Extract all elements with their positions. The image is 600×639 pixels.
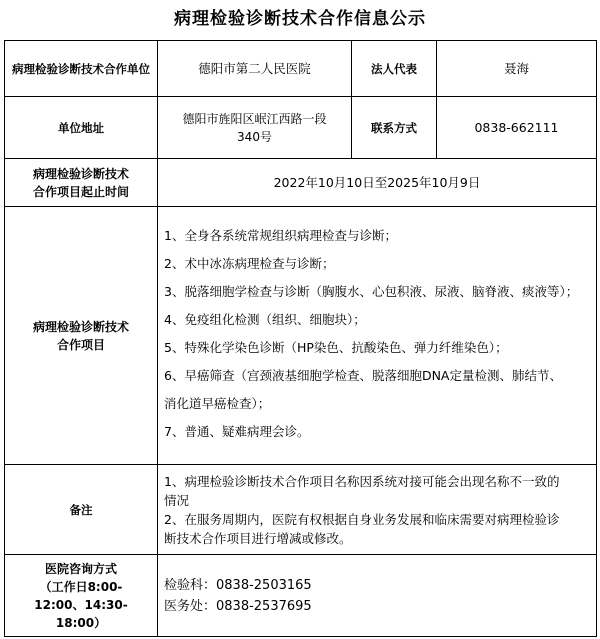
phone-line-medical-affairs: 医务处：0838-2537695 [164,598,312,614]
note-line: 情况 [164,492,190,508]
list-item: 3、脱落细胞学检查与诊断（胸腹水、心包积液、尿液、脑脊液、痰液等）； [164,284,579,299]
notes-label: 备注 [5,465,158,555]
row-period [5,159,597,207]
items-label-line-1: 病理检验诊断技术 [32,319,129,334]
address-label: 单位地址 [5,97,158,159]
note-line: 1、病理检验诊断技术合作项目名称因系统对接可能会出现名称不一致的 [164,473,560,489]
legal-rep-value: 聂海 [437,41,597,97]
address-line-2: 340号 [237,129,272,144]
row-notes [5,465,597,555]
legal-rep-label: 法人代表 [352,41,437,97]
row-items [5,207,597,465]
consultation-label-line-3: 12:00、14:30- [34,597,128,612]
consultation-label-line-1: 医院咨询方式 [44,561,117,576]
cooperation-unit-label: 病理检验诊断技术合作单位 [5,41,158,97]
items-list [158,207,597,465]
period-value: 2022年10月10日至2025年10月9日 [158,159,597,207]
note-line: 2、在服务周期内，医院有权根据自身业务发展和临床需要对病理检验诊 [164,511,560,527]
list-item: 2、术中冰冻病理检查与诊断； [164,256,335,271]
list-item: 6、早癌筛查（宫颈液基细胞学检查、脱落细胞DNA定量检测、肺结节、 [164,368,562,383]
consultation-label-line-2: （工作日8:00- [39,579,123,594]
note-line: 断技术合作项目进行增减或修改。 [164,530,352,546]
address-line-1: 德阳市旌阳区岷江西路一段 [182,111,327,126]
list-item: 7、普通、疑难病理会诊。 [164,424,310,439]
consultation-label [5,555,158,637]
row-consultation [5,555,597,637]
list-item: 消化道早癌检查）； [164,396,271,411]
notes-list [158,465,597,555]
period-label [5,159,158,207]
list-item: 5、特殊化学染色诊断（HP染色、抗酸染色、弹力纤维染色）； [164,340,508,355]
cooperation-unit-value: 德阳市第二人民医院 [158,41,352,97]
info-table [4,40,597,637]
items-label [5,207,158,465]
page-title: 病理检验诊断技术合作信息公示 [174,9,426,29]
period-label-line-2: 合作项目起止时间 [32,184,129,199]
items-label-line-2: 合作项目 [56,337,105,352]
list-item: 4、免疫组化检测（组织、细胞块）； [164,312,366,327]
period-label-line-1: 病理检验诊断技术 [32,166,129,181]
contact-label: 联系方式 [352,97,437,159]
row-address [5,97,597,159]
consultation-contacts [158,555,597,637]
consultation-label-line-4: 18:00） [55,615,107,630]
phone-line-lab: 检验科：0838-2503165 [164,577,312,593]
list-item: 1、全身各系统常规组织病理检查与诊断； [164,228,397,243]
row-cooperation-unit [5,41,597,97]
contact-value: 0838-662111 [437,97,597,159]
address-value [158,97,352,159]
